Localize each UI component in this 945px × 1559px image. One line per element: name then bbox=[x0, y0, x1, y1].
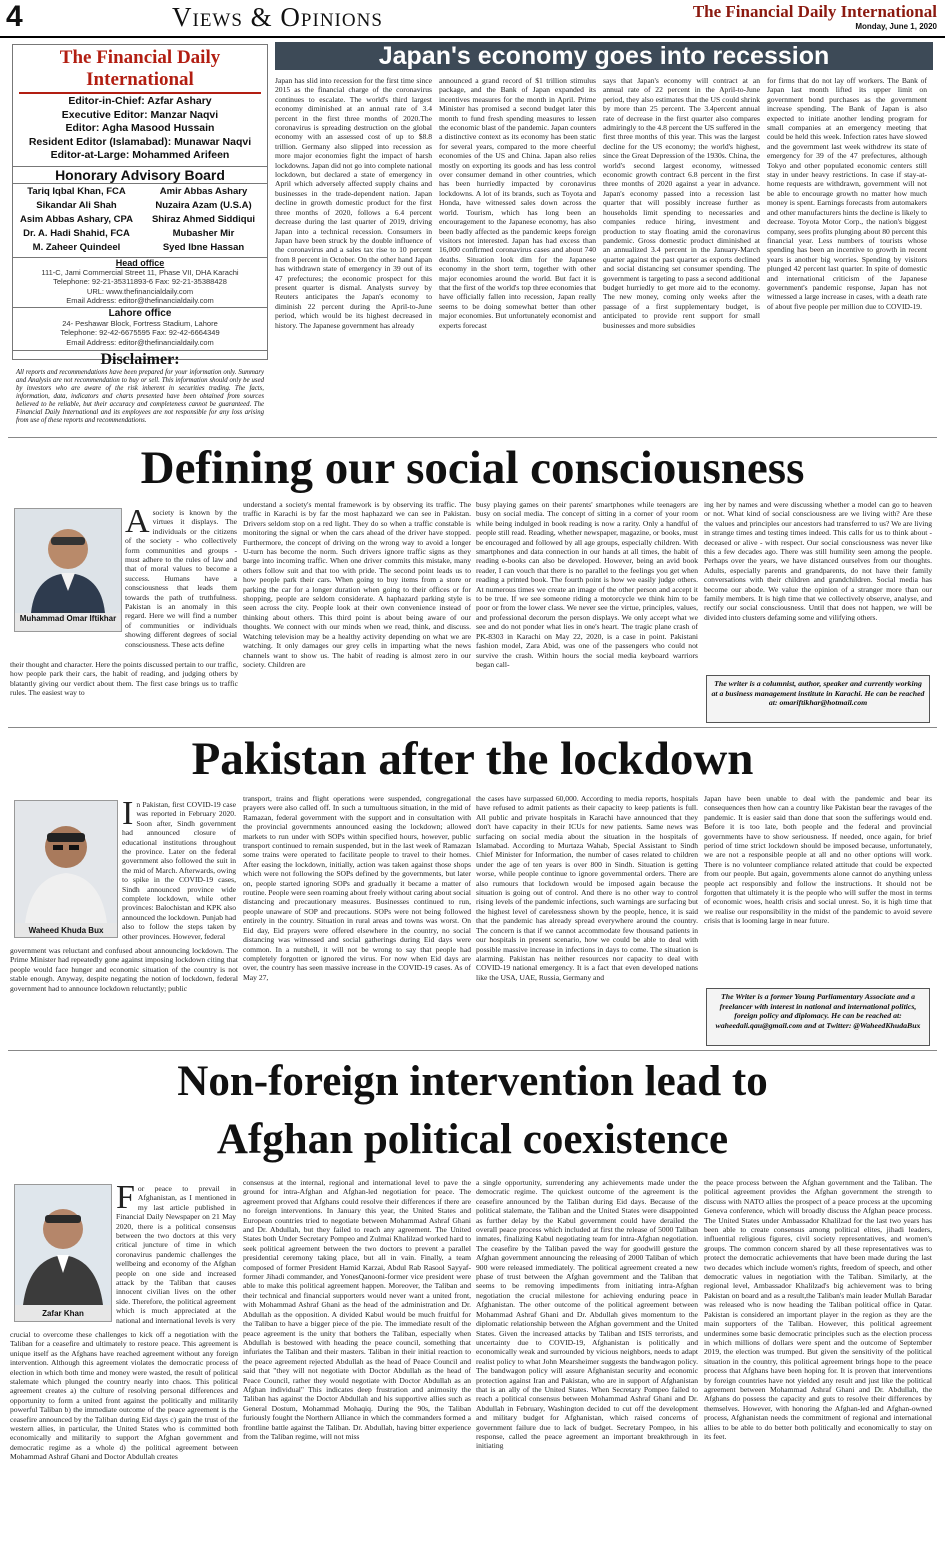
lockdown-column-1-top bbox=[122, 800, 236, 948]
advisor-name: Dr. A. Hadi Shahid, FCA bbox=[23, 227, 130, 239]
section-divider bbox=[8, 727, 937, 728]
author-name: Waheed Khuda Bux bbox=[28, 926, 104, 935]
afghan-column-1-text: or peace to prevail in Afghanistan, as I mentioned in my last article published in Financial Daily Newspaper on 21 May 2020, there is a political consensus between the two doctors at this very critical juncture of time in which coronavirus pandemic challenges the wellbeing and economy of the Afghan people on one side and increased attack by the Taliban that causes innocent civilian lives on the other side. Therefore, the political agreement which is much appreciated at the national and international levels is very bbox=[116, 1184, 236, 1325]
lockdown-column-4: Japan have been unable to deal with the pandemic and bear its consequences then how can a country like Pakistan bear the ravages of the pandemic. It is easier said than done that soon the sufferings would end. Before it is too late, both people and the federal and provincial governments have to show seriousness. If needed, once again, for brief period of time strict lockdown should be imposed because, unfortunately, we are not a responsible people at all and no other options will work. There is no volunteer compliance related attitude that could be expected from our people. But again, governments alone cannot do anything unless people act responsibly and follow the instructions. It should not be forgotten that ultimately it is the people who will suffer the most in terms of economic woes, health crisis and social unrest. So, it is high time that we realise our responsibility in the midst of the pandemic to avoid severe crisis that is looming large in near future. bbox=[704, 794, 932, 926]
lockdown-column-1-text: n Pakistan, first COVID-19 case was reported in February 2020. Soon after, Sindh government had announced closure of educational institutions throughout the province. Later on the federal government also followed the suit in the mid of March. Afterwards, owing to spike in the COVID-19 cases, Sindh announced province wide complete lockdown, while other provinces: Balochistan and KPK also announced the lockdown. Punjab had also to follow the steps taken by other provinces. However, federal bbox=[122, 800, 236, 941]
author-name: Muhammad Omar Iftikhar bbox=[19, 614, 117, 623]
author-photo bbox=[14, 800, 118, 938]
advisor-name: M. Zaheer Quindeel bbox=[32, 241, 121, 253]
section-divider bbox=[8, 437, 937, 438]
lahore-office-email: Email Address: editor@thefinancialdaily.com bbox=[66, 337, 214, 347]
social-headline: Defining our social consciousness bbox=[140, 442, 805, 494]
portrait-icon bbox=[15, 801, 117, 923]
afghan-column-4: the peace process between the Afghan government and the Taliban. The political agreement provides the Afghan government the strength to discuss with NATO allies the prospect of a peace process at the upcoming Geneva conference, which will broadly discuss the Afghan peace process. The United States under Ambassador Khalilzad for the last two years has been able to create consensus among political elites, jihadi leaders, influential religious figures, civil society representatives, and women's groups. The common concern shared by all these representatives was to protect the democratic achievements that have been made during the last two decades which include women's rights, freedom of speech, and other democratic values in negotiation with the Taliban. Similarly, at the regional level, Ambassador Khalilzad's big achievement was to bring Pakistan on board and as a result,the Taliban's main leader Mullah Baradar was released who is now heading the Taliban political office in Qatar. Pakistan is considered an important player in the region as they are the main supporters of the Taliban. However, this political agreement undermines some basic democratic principles such as the election process in which millions of dollars were spent and the outcome of September 2019, the election was trumped. But given the sensitivity of the political situation in the country, this political agreement brings hope to the peace process that Afghans have been hoping for. It is proven that interventions by foreign countries have not yielded any result and just like the political agreement between Mohammad Ashraf Ghani and Dr. Abdullah, the Afghans do possess the capacity and guts to resolve their differences by themselves. However, with honoring the Afghan-led and Afghan-owned process, Afghanistan needs the commitment of regional and international allies to be able to do better both politically and economically to stay on its feet. bbox=[704, 1178, 932, 1441]
japan-column-1: Japan has slid into recession for the first time since 2015 as the financial charge of the coronavirus continues to escalate. The world's third largest economy diminished at an annual rate of 3.4 percent in the first three months of 2020.The coronavirus is spreading destruction on the global economy with an assessed cost of up to $8.8 trillion. Germany also slipped into recession as more major economies fight the impact of harsh lockdowns. Japan did not go into complete national lockdown, but declared a state of emergency in April which adversely affected supply chains and businesses in the trade-dependent nation. Japan decline in growth domestic product for the first three months of 2020, follows a 6.4 percent decrease during the last quarter of 2019, driving Japan into a technical recession. Consumers in Japan have been struck by the double influence of the coronavirus and a sales tax rise to 10 percent from 8 percent in October. On the other hand Japan has withdrawn state of emergency in 39 out of its 47 prefectures; the economic prospect for this present quarter is dismal. Analysts survey by Reuters anticipates the Japan's economy to diminish 22 percent during the April-to-June period, which would be its highest decreased in history. The Japanese government has already bbox=[275, 76, 432, 330]
social-column-1-text: society is known by the virtues it displays. The individuals or the citizens of the society - who collectively form communities and groups - must adhere to the rules of law and that of moral values to become a success. Humans have a consciousness that leads them towards the path of truthfulness. Pakistan is an anomaly in this regard. Here we will find a number of communities or individuals showing different degrees of social consciousness. These acts define bbox=[125, 508, 237, 649]
header-date: Monday, June 1, 2020 bbox=[855, 22, 937, 31]
portrait-icon bbox=[15, 1185, 111, 1305]
social-column-4: ing her by names and were discussing whether a model can go to heaven or not. What kind of social consciousness are we living with? Are these the values and principles our ancestors had transferred to us? We are living in strange times and testing times indeed. This calls for us to think about - deceased or alive - with respect. Our social consciousness was never like this a few decades ago. There was still humility seen among the people. Perhaps over the years, we have distanced ourselves from our thoughts. Adults, especially parents and grandparents, do not have their family conversations with their children and grandchildren. Social media has become our abode. We value the opinion of a stranger more than our family members. It is high time that we collectively observe, analyse, and rectify our social consciousness. Until that does not happen, we will be divided into clusters defaming some and vilifying others. bbox=[704, 500, 932, 622]
editor-line: Resident Editor (Islamabad): Munawar Naqvi bbox=[28, 135, 252, 148]
head-office-url: URL: www.thefinancialdaily.com bbox=[86, 286, 194, 296]
japan-column-2: announced a grand record of $1 trillion stimulus package, and the Bank of Japan expanded its incentives measures for the month in April. Prime Minister has promised a second budget later this month to fund fresh spending measures to lessen the economic blast of the pandemic. Japan counters a distinctive context as its economy has been static for several years, compared to the more cheerful economies of the US and China. Japan also relies mostly on exporting its goods and has less control over consumer demand in other countries, which has been hurriedly impacted by coronavirus lockdowns. A lot of its brands, such as Toyota and Honda, have witnessed sales down across the world. Tourism, which has long been an encouragement to the Japanese economy, has also been badly affected as the pandemic keeps foreign visitors not interested. Japan has had excess than 16,000 confirmed coronavirus cases and about 740 deaths. Situation look dim for the Japanese economy in the short term, together with other major economies around the world. But fact it is that the first of the world's top three economies that have officially fallen into recession, Japan really seems to be doing somewhat better than other major economies. But unfortunately economist and experts forecast bbox=[439, 76, 596, 330]
editor-line: Editor-at-Large: Mohammed Arifeen bbox=[50, 149, 230, 161]
advisor-name: Syed Ibne Hassan bbox=[162, 241, 245, 253]
advisor-name: Nuzaira Azam (U.S.A) bbox=[155, 199, 252, 211]
masthead-title: The Financial Daily International bbox=[59, 47, 221, 90]
lockdown-column-3: the cases have surpassed 60,000. According to media reports, hospitals have refused to admit patients as their capacity to keep patients is full. All public and private hospitals in Karachi have announced that they don't have capacity in their ICUs for new patients. Same news was surfacing on social media about the situation in the hospitals of Islamabad. According to Murtaza Wahab, Special Assistant to Sindh Chief Minister for Information, the number of cases related to children under the age of ten years is over 800 in Sindh. Situation is getting worse, while people continue to ignore governmental orders. There are also rumours that lockdown would be imposed again because the situation is going out of control. And there is no other way to control rising levels of the pandemic infections, such warnings are surfacing but the highest level of carelessness shown by the people, hence, it is said that the pandemic has already spread everywhere around the country. The concern is that if we cannot accommodate few thousand patients in our hospitals in present scenario, how we could be able to deal with possible massive increase in infections in days to come. The situation is alarming. Pakistan has neither resources nor capacity to deal with COVID-19 national emergency. It is a fact that even developed nations like the USA, UAE, Russia, Germany and bbox=[476, 794, 698, 982]
japan-headline: Japan's economy goes into recession bbox=[275, 42, 933, 70]
afghan-headline-line-2: Afghan political coexistence bbox=[216, 1116, 729, 1163]
head-office-phone: Telephone: 92-21-35311893-6 Fax: 92-21-35388428 bbox=[53, 277, 227, 286]
advisory-board-list bbox=[13, 184, 267, 256]
lockdown-column-2: transport, trains and flight operations were suspended, congregational prayers were also called off. In such a tumultuous situation, in the mid of Ramazan, federal government with the support and in consultation with the provincial governments announced easing the lockdown; allowed markets to run under with SOPs within specified hours, however, public transport continued to remain suspended, but in the last week of Ramazan some trains were operated to facilitate people to travel to their homes. After easing the lockdown, initially, action was taken against those shops which were not following the SOPs defined by the governments, but later on, people started ignoring SOPs and gradually it became a matter of routine. People were seen roaming about freely without caring about social distancing and precautionary measures. Businesses continued to run, people unaware of SOP and precautions. SOPs were not being followed entirely in the country. Situation in rural areas and towns was worst. On Eid day, Eid prayers were offered elsewhere in the country, no social distancing was witnessed and social gatherings during Eid days were common. In a nutshell, it will not be wrong to say that people had completely forgotten or ignored the virus. For now when Eid days are over, the country has seen massive increase in the COVID-19 cases. As of May 27, bbox=[243, 794, 471, 982]
japan-column-4: for firms that do not lay off workers. The Bank of Japan last month lifted its upper limit on government bond purchases as the government increase spending. The Bank of Japan is also expected to initiate another lending program for small companies at an emergency meeting that could be held this week. Infection rates have slowed and the government last week withdrew its state of emergency for 39 of the 47 prefectures, although Tokyo and other populated economic centers still stay in under heavy restrictions. In case if stay-at-home requests are withdrawn, government will not be able to encourage growth no matter how much money is spent. Earnings forecasts from automakers and other manufacturers hints the decline is likely to decrease. Toyota Motor Corp., the nation's biggest company, sees profits plunging about 80 percent this financial year. Less numbers of tourists whose spending has been an incentive to growth in recent years is another big worries. Spending by visitors plunged 42 percent last quarter. In spite of domestic and international criticism of the Japanese government's pandemic response, Japan has not witnessed a large increase in cases, with a death rate of about five people per million due to COVID-19. bbox=[767, 76, 927, 311]
social-column-1-top bbox=[125, 508, 237, 658]
social-column-3: busy playing games on their parents' smartphones while teenagers are busy on social media. The concept of sitting in a corner of your room while being indulged in book reading is now a rarity. Only a handful of people still read. Reading, whether newspaper, magazine, or books, must be encouraged and followed by all age groups, especially children. With smartphones and data connection in our hands at all times, the habit of reading e-books can also be developed. However, being an avid book reader, I can vouch that there is no parallel to the feelings you get when reading a printed book. The fourth point is how we easily judge others. At numerous times we create an image of the other person and accept it to be true. If we see someone riding a motorcycle we think him to be poor or from the lower class. We never see the virtue, principles, values, and professional decorum the person displays. We only accept what we see and do not ponder what lies in one's heart. The tragic plane crash of PK-8303 in Karachi on May 22, 2020, is a case in point. Pakistani fashion model, Zara Abid, was one of the passengers who could not survive the crash. Within hours the social media keyboard warriors began call- bbox=[476, 500, 698, 669]
afghan-column-1-top bbox=[116, 1184, 236, 1330]
advisor-name: Asim Abbas Ashary, CPA bbox=[20, 213, 133, 225]
masthead-divider bbox=[19, 92, 261, 94]
author-bio-box: The Writer is a former Young Parliamentary Associate and a freelancer with interest in national and international politics, foreign policy and diplomacy. He can be reached at: waheedali.qau@gmail.com and at Twitter: @WaheedKhudaBux bbox=[706, 988, 930, 1046]
author-name: Zafar Khan bbox=[42, 1309, 84, 1318]
head-office-title: Head office bbox=[13, 257, 267, 268]
advisor-name: Tariq Iqbal Khan, FCA bbox=[27, 185, 126, 197]
social-column-2: understand a society's mental framework is by observing its traffic. The traffic in Karachi is by far the most haphazard we can see in Pakistan. Drivers seldom stop on a red light. They do so when a traffic constable is monitoring the signal or when the cars ahead of the driver have stopped. Furthermore, the concept of driving on the wrong way to avoid a longer U-turn has become the norm. Such drivers ignore traffic signs as they barge into incoming traffic. When one driver commits this mistake, many others follow suit and that too with pride. The second point leads us to how people park their cars. When going to buy items from a store or parking the car for a longer duration when going to their offices or for shopping, people are seldom considerate. A haphazard parking style is seen across the city. People look at their own convenience instead of thinking about others. This third point is about being aware of our thoughts. We connect with our minds when we read, think, and discuss. Watching television may be a healthy activity depending on what we are watching. It only damages our grey cells in imparting what the news channels want to show us. The habit of reading is almost zero in our society. Children are bbox=[243, 500, 471, 669]
author-photo bbox=[14, 1184, 112, 1322]
head-office-address: 111-C, Jami Commercial Street 11, Phase VII, DHA Karachi bbox=[41, 267, 239, 277]
social-column-1-bottom: their thought and character. Here the points discussed pertain to our traffic, how people park their cars, the habit of reading, and judging others by blatantly giving our verdict about them. The first case brings us to traffic rules. The easiest way to bbox=[10, 660, 238, 698]
lahore-office-address: 24- Peshawar Block, Fortress Stadium, Lahore bbox=[62, 318, 218, 328]
advisor-name: Shiraz Ahmed Siddiqui bbox=[151, 213, 256, 225]
author-bio-box: The writer is a columnist, author, speaker and currently working at a business management institute in Karachi. He can be reached at: omariftikhar@hotmail.com bbox=[706, 675, 930, 723]
afghan-column-1-bottom: crucial to overcome these challenges to kick off a negotiation with the Taliban for a ceasefire and ultimately to restore peace. This agreement is unique itself as the Afghans have reached agreement without any foreign intervention. Although this agreement violates the democratic process of election in which both time and money were wasted, the result of political stalemate which plunged the country nearly into chaos. This political agreement creates a) the culture of resolving personal differences and opportunity to form a united front against the politically and militarily powerful Taliban b) the immediate outcome of the peace agreement is the ceasefire announced by the Taliban during Eid days c) gain the trust of the western allies, in particular, the United States who is committed both economically and militarily to support the Afghan government and democratic regime as a whole d) the political agreement between Mohammad Ashraf Ghani and Doctor Abdullah creates bbox=[10, 1330, 238, 1462]
section-divider bbox=[8, 1050, 937, 1051]
advisor-name: Mubasher Mir bbox=[172, 227, 235, 239]
afghan-column-3: a single opportunity, surrendering any achievements made under the democratic regime. The quickest outcome of the agreement is the ceasefire announced by the Taliban during Eid days. Because of the political stalemate, the Taliban and the United States were disappointed as further delay by the Kabul government could have derailed the overall peace process which included at first the release of 5000 Taliban inmates, finalizing Kabul negotiating team for intra-Afghan negotiation. The ceasefire by the Taliban paved the way for goodwill gesture the Afghan government announcing the releasing of 2000 Taliban of which 900 were released immediately. The political agreement created a new phase of trust between the Afghan government and the Taliban that seems to be removing impediments from initiating intra-Afghan negotiation the crucial milestone for achieving enduring peace in Afghanistan. The other outcome of the political agreement between Mohammad Ashraf Ghani and Dr. Abdullah gives momentum to the diplomatic relationship between the Afghan government and the United States. Given the increased attacks by Taliban and ISIS terrorists, and uncertainty due to COVID-19, Afghanistan is politically and economically weak and surrounded by vicious neighbors, needs to adapt realist policy to what John Mearsheimer suggests the bandwagon policy. The bandwagon policy will assure Afghanistan security and economic protection against Iran and Pakistan, who are in support of Afghanistan that is an ally of the United States. When Secretary Pompeo failed to reach a political consensus between Mohammad Ashraf Ghani and Dr. Abdullah in February, Washington decided to cut off the development and military budget for Afghanistan, which raised concerns of government failure due to lack of budget. Secretary Pompeo, in his response, called the peace agreement an important breakthrough in initiating bbox=[476, 1178, 698, 1451]
advisory-board-title: Honorary Advisory Board bbox=[13, 166, 267, 184]
header-paper-name: The Financial Daily International bbox=[692, 2, 937, 21]
editor-line: Editor-in-Chief: Azfar Ashary bbox=[68, 95, 212, 107]
head-office-email: Email Address: editor@thefinancialdaily.com bbox=[66, 296, 214, 305]
lahore-office-title: Lahore office bbox=[13, 307, 267, 319]
editor-line: Executive Editor: Manzar Naqvi bbox=[61, 108, 219, 121]
portrait-icon bbox=[15, 509, 121, 613]
drop-cap: A bbox=[125, 508, 150, 540]
masthead-box bbox=[12, 44, 268, 424]
afghan-column-2: consensus at the internal, regional and international level to pave the ground for intra-Afghan and Afghan-led negotiation for peace. The agreement proved that Afghans could resolve their differences if there are no foreign interventions. In January this year, the United States and European countries tried to negotiate between Mohammad Ashraf Ghani and Dr. Abdullah, but they failed to reach any agreement. The United States both Under Secretary Pompeo and Zulmai Khalilzad worked hard to seek political agreement between the two doctors to prevent a parallel presidential ceremony taking place, but all in vain. Finally, a team composed of former President Hamid Karzai, Abdul Rab Rasool Sayyaf-former Jihadi commander, and YonesQanooni-former vice president were able to make this political agreement happen. Moreover, the Taliban and their technical and financial supporters would never want a united front, with Mohammad Ashraf Ghani as the head of the administration and Dr. Abdullah as the opposition. A divided Kabul would be much fruitful for the Taliban to have a bigger piece of the pie. The immediate result of the peace agreement is the unity that bothers the Taliban, especially when Abdullah is bestowed with heading the peace council, something that infuriates the Taliban and their masters. Taliban in their initial reaction to the peace agreement rejected Abdullah as the head of Peace Council and said that "they will not negotiate with Doctor Abdullah as the head of Peace Council, rather they would negotiate with Doctor Abdullah as an Afghan individual" This indicates deep frustration and animosity the Taliban has against the Doctor Abdullah and his supportive allies such as General Dostum, Mohammad Mohaqiq. During the 90s, the Taliban furiously fought the Northern Alliance in which the commanders formed a frontline battle against the Taliban. Dr. Abdullah, having bitter experience from the Taliban regime, will not miss bbox=[243, 1178, 471, 1441]
section-title: Views & Opinions bbox=[172, 2, 383, 32]
japan-column-3: says that Japan's economy will contract at an annual rate of 22 percent in the April-to-June period, they also estimates that the US could shrink by more than 25 percent. The 3.4percent annual rate of decrease in the first quarter also compares admiringly to the 4.8 percent the US suffered in the first three months of this year. This was the largest decline for the US economy; the world's highest, since the Great Depression of the 1930s. China, the world's second largest economy, witnessed economic growth contract 6.8 percent in the first three months of 2020 against a year in advance. Japan's economy passed into a recession last quarter that will possibly increase further as households limit spending to necessaries and companies reduce hiring, investment and production to stay floating amid the coronavirus pandemic. Gross domestic product diminished at an annualized 3.4 percent in the January-March quarter against the past quarter as exports declined and social distancing set consumer spending. The government is targeting to pass a second additional budget hurriedly to get more aid to the economy. The new money, coming only weeks after the passage of a first supplementary budget, is anticipated to provide rent support for small businesses and more subsidies bbox=[603, 76, 760, 330]
drop-cap: I bbox=[122, 800, 134, 832]
header-rule bbox=[0, 36, 945, 38]
drop-cap: F bbox=[116, 1184, 135, 1216]
lockdown-headline: Pakistan after the lockdown bbox=[191, 733, 754, 785]
disclaimer-text: All reports and recommendations have been prepared for your information only. Summary and Analysis are not recommendation to buy or sell. This information should only be used by investors who are aware of the risk inherent in securities trading. The facts, information, data, indicators and charts presented have been obtained from sources believed to be reliable, but their accuracy and completeness cannot be guaranteed. The Financial Daily International and its employees are not responsible for any loss arising from use of these reports and recommendations. bbox=[16, 369, 264, 424]
page-number: 4 bbox=[6, 0, 23, 33]
afghan-headline-line-1: Non-foreign intervention lead to bbox=[177, 1058, 768, 1105]
disclaimer-title: Disclaimer: bbox=[13, 350, 267, 369]
advisor-name: Amir Abbas Ashary bbox=[159, 185, 248, 197]
editor-line: Editor: Agha Masood Hussain bbox=[65, 122, 215, 134]
advisor-name: Sikandar Ali Shah bbox=[36, 199, 117, 211]
lockdown-column-1-bottom: government was reluctant and confused about announcing lockdown. The Prime Minister had repeatedly gone against imposing lockdown citing that people would face hunger and economic situation of the country is not stable enough. Anyway, despite negating the notion of lockdown, federal government had to announce lockdown reluctantly; public bbox=[10, 946, 238, 993]
lahore-office-phone: Telephone: 92-42-6675595 Fax: 92-42-6664349 bbox=[60, 328, 220, 337]
